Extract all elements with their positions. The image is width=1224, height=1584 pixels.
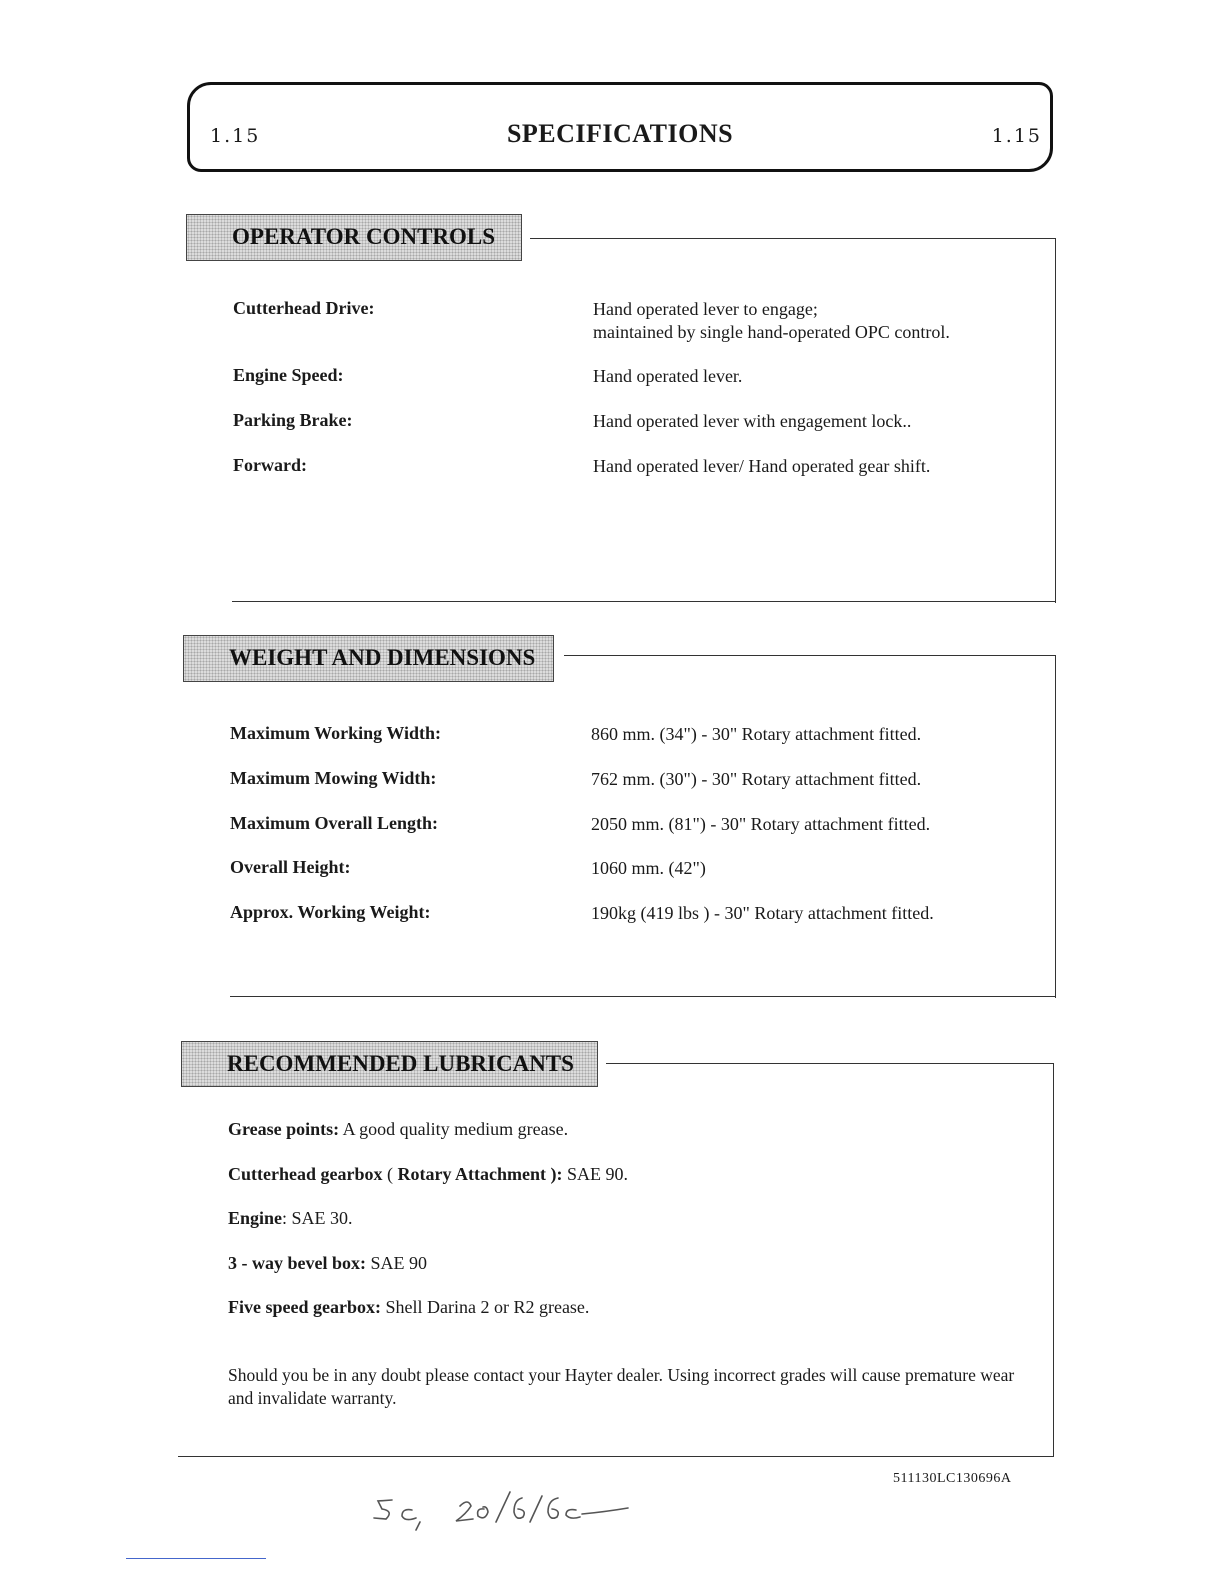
- lubricant-item: [228, 1208, 353, 1229]
- lubricant-item: [228, 1297, 589, 1318]
- section-divider: [232, 601, 1056, 602]
- lubricant-value: SAE 90: [366, 1253, 428, 1273]
- section-divider: [530, 238, 1056, 239]
- section-divider: [606, 1063, 1054, 1064]
- weight-dimensions-heading: WEIGHT AND DIMENSIONS: [183, 635, 554, 682]
- spec-value-line: Hand operated lever to engage;: [593, 299, 818, 319]
- section-border: [1053, 1063, 1054, 1457]
- page-header: [187, 82, 1053, 172]
- operator-controls-heading: OPERATOR CONTROLS: [186, 214, 522, 261]
- spec-label: Parking Brake:: [233, 410, 353, 430]
- spec-label: Approx. Working Weight:: [230, 902, 431, 922]
- footer-rule: [126, 1558, 266, 1559]
- spec-value: 1060 mm. (42"): [591, 858, 706, 878]
- section-number-left: 1.15: [210, 125, 261, 147]
- lubricant-label: Cutterhead gearbox: [228, 1164, 383, 1184]
- lubricant-label: Grease points:: [228, 1119, 340, 1139]
- lubricant-value: : SAE 30.: [282, 1208, 353, 1228]
- section-divider: [230, 996, 1056, 997]
- lubricant-item: [228, 1119, 568, 1140]
- lubricants-heading: RECOMMENDED LUBRICANTS: [181, 1041, 598, 1087]
- spec-value: 2050 mm. (81") - 30" Rotary attachment fitted.: [591, 814, 931, 834]
- spec-label: Overall Height:: [230, 857, 351, 877]
- lubricant-label: 3 - way bevel box:: [228, 1253, 366, 1273]
- spec-label: Maximum Overall Length:: [230, 813, 438, 833]
- lubricant-item: [228, 1164, 628, 1185]
- spec-label: Maximum Mowing Width:: [230, 768, 437, 788]
- spec-value: 190kg (419 lbs ) - 30" Rotary attachment fitted.: [591, 903, 934, 923]
- lubricant-label: Engine: [228, 1208, 283, 1228]
- section-divider: [178, 1456, 1054, 1457]
- spec-label: Engine Speed:: [233, 365, 344, 385]
- spec-value: Hand operated lever/ Hand operated gear shift.: [593, 456, 931, 476]
- lubricant-label: ):: [545, 1164, 563, 1184]
- spec-value: 860 mm. (34") - 30" Rotary attachment fitted.: [591, 724, 922, 744]
- page-title: SPECIFICATIONS: [506, 119, 734, 148]
- handwritten-signature: [372, 1488, 632, 1538]
- lubricant-label: Rotary Attachment: [397, 1164, 546, 1184]
- lubricant-value: Shell Darina 2 or R2 grease.: [380, 1297, 590, 1317]
- lubricant-item: [228, 1253, 427, 1274]
- spec-value: Hand operated lever with engagement lock..: [593, 411, 912, 431]
- section-divider: [564, 655, 1056, 656]
- section-border: [1055, 655, 1056, 998]
- spec-value: 762 mm. (30") - 30" Rotary attachment fitted.: [591, 769, 922, 789]
- section-border: [1055, 238, 1056, 603]
- spec-label: Forward:: [233, 455, 307, 475]
- lubricant-value: A good quality medium grease.: [339, 1119, 569, 1139]
- spec-value: [593, 298, 950, 344]
- lubricant-label: Five speed gearbox:: [228, 1297, 381, 1317]
- warranty-note: Should you be in any doubt please contact your Hayter dealer. Using incorrect grades will cause premature wear and invalidate warranty.: [228, 1365, 1015, 1408]
- document-id: 511130LC130696A: [893, 1471, 1012, 1486]
- spec-value-line: maintained by single hand-operated OPC control.: [593, 322, 950, 342]
- lubricant-value: SAE 90.: [562, 1164, 628, 1184]
- section-number-right: 1.15: [991, 125, 1042, 147]
- spec-label: Maximum Working Width:: [230, 723, 442, 743]
- spec-label: Cutterhead Drive:: [233, 298, 375, 318]
- lubricant-text: (: [382, 1164, 398, 1184]
- spec-value: Hand operated lever.: [593, 366, 743, 386]
